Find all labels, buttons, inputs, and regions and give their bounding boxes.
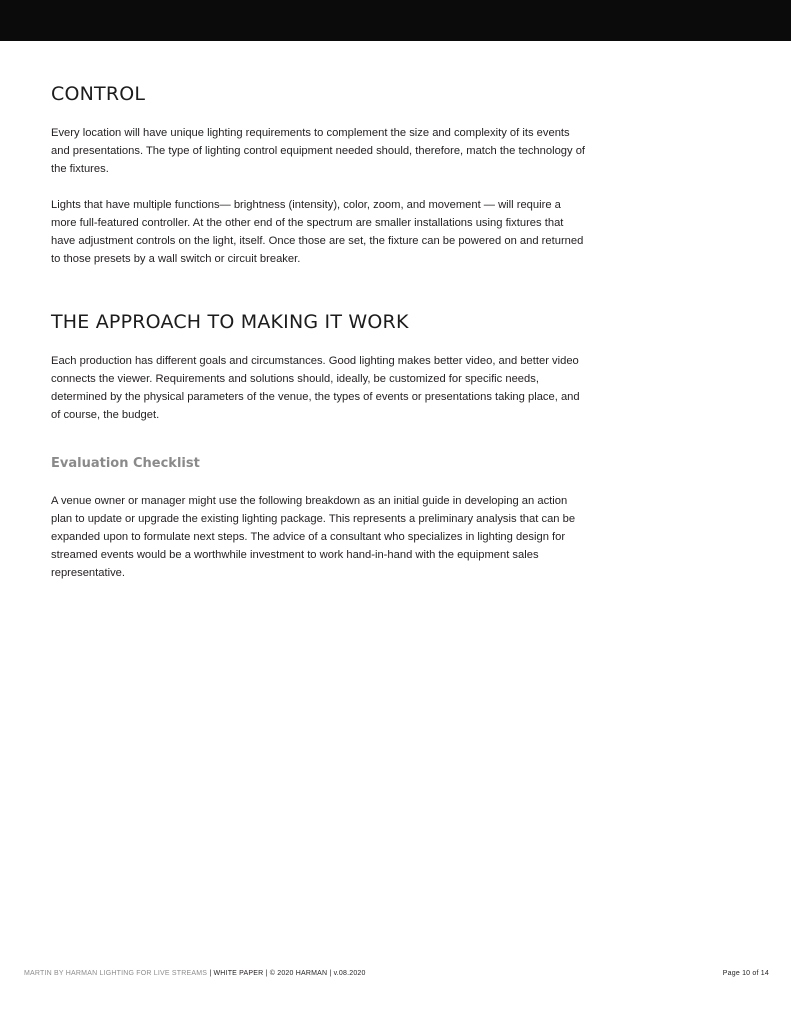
document-body (51, 80, 586, 582)
approach-heading: THE APPROACH TO MAKING IT WORK (51, 311, 409, 333)
footer-version: v.08.2020 (333, 970, 366, 977)
top-header-bar (0, 0, 791, 41)
control-paragraph-2: Lights that have multiple functions— brightness (intensity), color, zoom, and movement — will require a more full-featured controller. At the other end of the spectrum are smaller installations using fixtures that have adjustment controls on the light, itself. Once those are set, the fixture can be powered on and returned to those presets by a wall switch or circuit breaker. (51, 199, 584, 265)
footer-separator-3: | (327, 970, 334, 977)
footer-left-text (24, 968, 366, 980)
control-paragraph-1: Every location will have unique lighting requirements to complement the size and complexity of its events and presentations. The type of lighting control equipment needed should, therefore, match the technology of the fixtures. (51, 127, 586, 175)
control-heading: CONTROL (51, 83, 146, 105)
footer-copyright: © 2020 HARMAN (269, 970, 328, 977)
footer-separator-1: | (207, 970, 214, 977)
footer-separator-2: | (263, 970, 270, 977)
footer-brand: MARTIN BY HARMAN LIGHTING FOR LIVE STREAMS (24, 970, 208, 977)
footer-page-number: Page 10 of 14 (722, 970, 769, 977)
checklist-paragraph-1: A venue owner or manager might use the following breakdown as an initial guide in developing an action plan to update or upgrade the existing lighting package. This represents a preliminary analysis that can be expanded upon to formulate next steps. The advice of a consultant who specializes in lighting design for streamed events would be a worthwhile investment to work hand-in-hand with the equipment sales representative. (51, 495, 576, 579)
page-footer (24, 968, 769, 980)
approach-paragraph-1: Each production has different goals and circumstances. Good lighting makes better video, and better video connects the viewer. Requirements and solutions should, ideally, be customized for specific needs, determined by the physical parameters of the venue, the types of events or presentations taking place, and of course, the budget. (51, 355, 580, 421)
evaluation-checklist-heading: Evaluation Checklist (51, 456, 200, 471)
footer-doc-type: WHITE PAPER (213, 970, 264, 977)
